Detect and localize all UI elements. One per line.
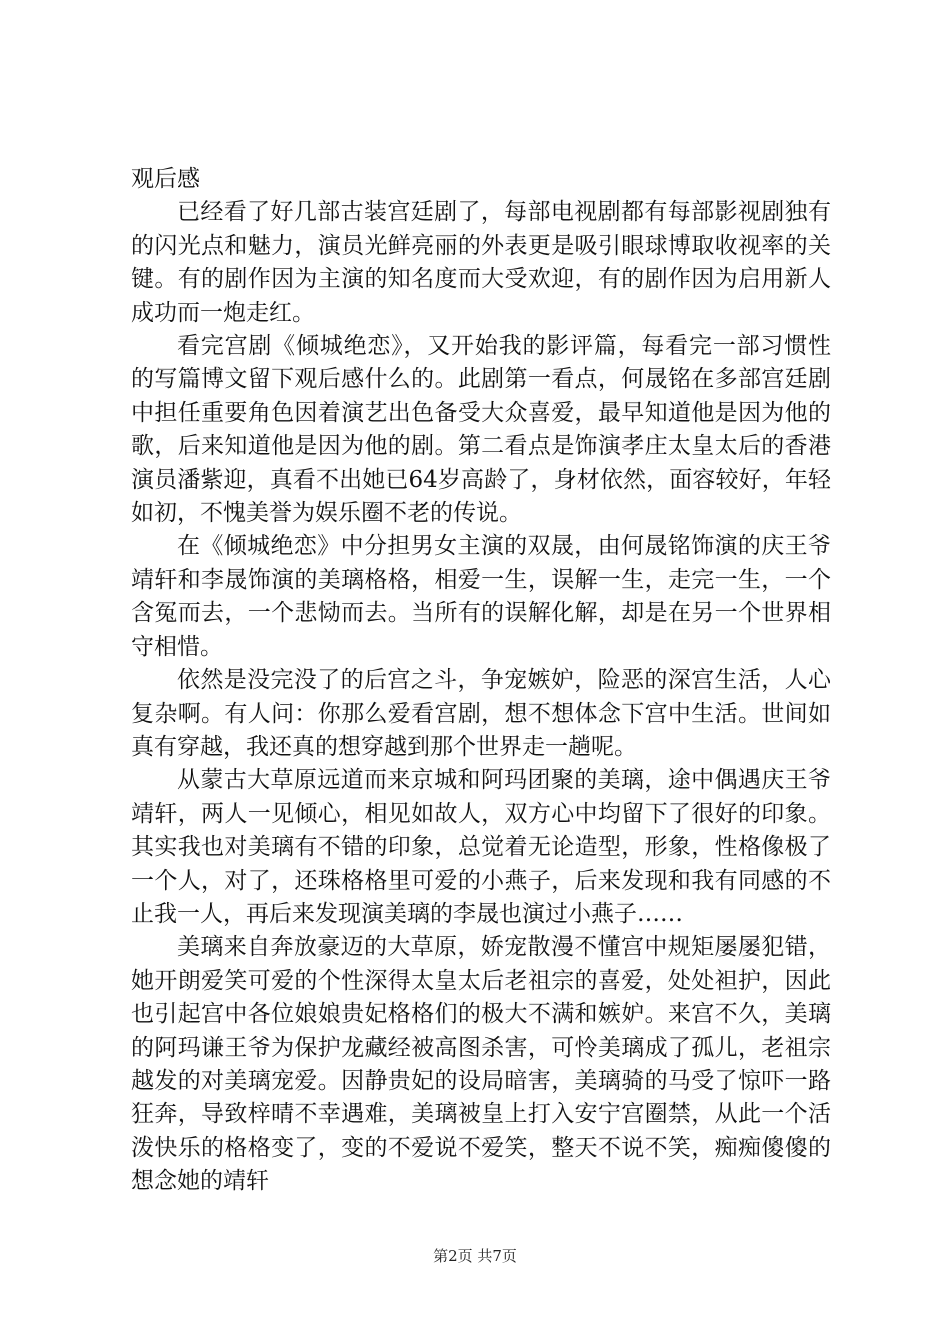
document-body [131,163,831,1199]
paragraph-5: 从蒙古大草原远道而来京城和阿玛团聚的美璃，途中偶遇庆王爷靖轩，两人一见倾心，相见如故人，双方心中均留下了很好的印象。其实我也对美璃有不错的印象，总觉着无论造型，形象，性格像极了一个人，对了，还珠格格里可爱的小燕子，后来发现和我有同感的不止我一人，再后来发现演美璃的李晟也演过小燕子…… [131,767,831,927]
paragraph-2: 看完宫剧《倾城绝恋》，又开始我的影评篇，每看完一部习惯性的写篇博文留下观后感什么的。此剧第一看点，何晟铭在多部宫廷剧中担任重要角色因着演艺出色备受大众喜爱，最早知道他是因为他的歌，后来知道他是因为他的剧。第二看点是饰演孝庄太皇太后的香港演员潘紫迎，真看不出她已64岁高龄了，身材依然，面容较好，年轻如初，不愧美誉为娱乐圈不老的传说。 [131,333,831,527]
paragraph-3: 在《倾城绝恋》中分担男女主演的双晟，由何晟铭饰演的庆王爷靖轩和李晟饰演的美璃格格，相爱一生，误解一生，走完一生，一个含冤而去，一个悲恸而去。当所有的误解化解，却是在另一个世界相守相惜。 [131,533,831,660]
paragraph-6: 美璃来自奔放豪迈的大草原，娇宠散漫不懂宫中规矩屡屡犯错，她开朗爱笑可爱的个性深得太皇太后老祖宗的喜爱，处处袒护，因此也引起宫中各位娘娘贵妃格格们的极大不满和嫉妒。来宫不久，美璃的阿玛谦王爷为保护龙藏经被高图杀害，可怜美璃成了孤儿，老祖宗越发的对美璃宠爱。因静贵妃的设局暗害，美璃骑的马受了惊吓一路狂奔，导致梓晴不幸遇难，美璃被皇上打入安宁宫圈禁，从此一个活泼快乐的格格变了，变的不爱说不爱笑，整天不说不笑，痴痴傻傻的想念她的靖轩 [131,934,831,1195]
paragraph-1: 已经看了好几部古装宫廷剧了，每部电视剧都有每部影视剧独有的闪光点和魅力，演员光鲜亮丽的外表更是吸引眼球博取收视率的关键。有的剧作因为主演的知名度而大受欢迎，有的剧作因为启用新人成功而一炮走红。 [131,199,831,326]
paragraph-4: 依然是没完没了的后宫之斗，争宠嫉妒，险恶的深宫生活，人心复杂啊。有人问：你那么爱看宫剧，想不想体念下宫中生活。世间如真有穿越，我还真的想穿越到那个世界走一趟呢。 [131,667,831,760]
document-heading: 观后感 [131,166,200,192]
page-number-footer: 第2页 共7页 [433,1247,517,1265]
